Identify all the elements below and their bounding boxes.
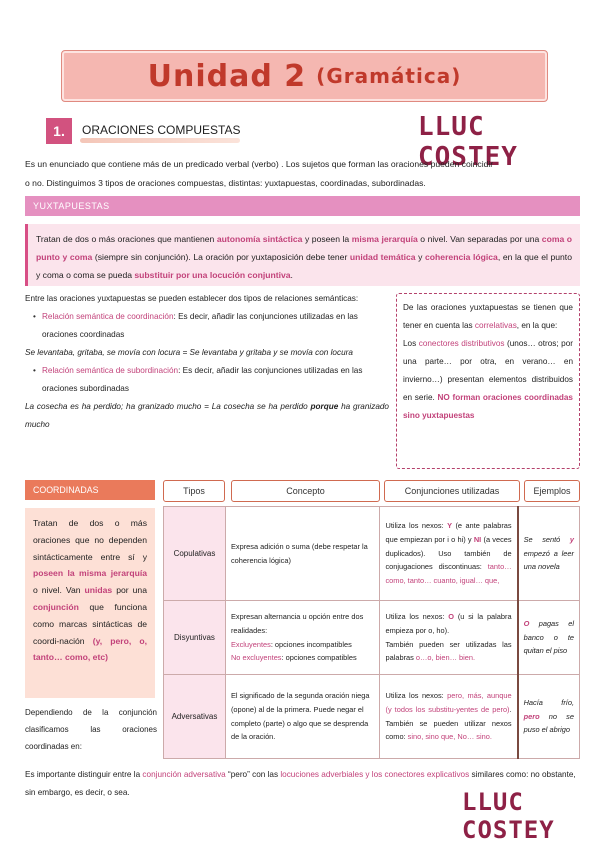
intro-line: o no. Distinguimos 3 tipos de oraciones compuestas, distintas: yuxtapuestas, coordinadas, subordinadas. [25,178,426,188]
coordinadas-classification-text: Dependiendo de la conjunción clasificamos las oraciones coordinadas en: [25,708,157,751]
def-highlight: misma jerarquía [351,234,418,244]
concept-cell [225,601,380,675]
example-highlight: porque [310,402,339,411]
note-text: (unos… otros; por una parte… por otra, en verano… en invierno…) presentan elementos distribuidos en serie. [403,339,573,402]
table-header-conjunciones: Conjunciones utilizadas [384,480,520,502]
def-highlight: poseen la misma jerarquía [33,568,147,579]
intro-line: Es un enunciado que contiene más de un predicado verbal (verbo) . Los sujetos que forman las oraciones pueden coincidir [25,159,494,169]
yuxtapuestas-definition [25,224,580,286]
concept-text: : opciones incompatibles [270,639,352,649]
footer-text: Es importante distinguir entre la [25,770,143,779]
brand-logo-bottom: LLUC COSTEY [462,788,555,844]
concept-highlight: No excluyentes [230,653,282,663]
def-highlight: conjunción [33,601,79,612]
example-subordination [25,398,389,434]
def-highlight: coma o punto y coma [36,234,573,262]
conj-text: (e ante palabras que empiezan por i o hi) y [385,521,512,544]
table-row [164,507,580,601]
example-text: no se puso el abrigo [523,711,574,735]
intro-paragraph [25,155,575,193]
yuxtapuestas-relations [25,290,389,434]
note-highlight: NO forman oraciones coordinadas sino yuxtapuestas [403,393,573,420]
def-text: o nivel. Van [33,585,85,596]
conj-highlight: tanto… como, tanto… cuanto, igual… que, [385,562,512,586]
def-highlight: coherencia lógica [425,252,498,262]
type-cell: Adversativas [164,675,226,759]
relation-label: Relación semántica de subordinación [42,366,179,375]
table-header-tipos: Tipos [163,480,225,502]
note-text: De las oraciones yuxtapuestas se tienen que tener en cuenta las [403,303,573,330]
yuxtapuestas-header: YUXTAPUESTAS [25,196,580,216]
def-text: , en la que el punto y coma o coma se pueda [36,252,572,280]
conj-highlight: NI [473,534,482,544]
def-text: o nivel. Van separadas por una [417,234,542,244]
brand-logo-top: LLUC COSTEY [418,112,518,172]
relation-coordination [25,308,389,344]
relations-intro: Entre las oraciones yuxtapuestas se pueden establecer dos tipos de relaciones semánticas: [25,294,359,303]
example-cell [518,601,580,675]
example-coordination: Se levantaba, gritaba, se movía con locura = Se levantaba y gritaba y se movía con locura [25,348,353,357]
section-underline [80,138,240,143]
def-text: (siempre sin conjunción). La oración por yuxtaposición debe tener [92,252,350,262]
conj-highlight: O [448,611,455,621]
def-text: que funciona como marcas sintácticas de coordi-nación [33,601,147,646]
note-text: , en la que: [516,321,558,330]
table-header-ejemplos: Ejemplos [524,480,580,502]
example-cell [518,507,580,601]
conj-cell [380,507,518,601]
example-text: Hacía frío, [523,697,574,707]
note-text: Los [403,339,419,348]
conj-text: (a veces duplicados). Uso también de conjugaciones discontinuas: [385,534,512,572]
coordinadas-table [163,506,580,759]
def-text: y poseen la [302,234,352,244]
unit-subtitle: (Gramática) [316,64,462,88]
conj-cell [380,601,518,675]
table-header-concepto: Concepto [231,480,380,502]
footer-highlight: locuciones adverbiales y los conectores explicativos [280,770,470,779]
conj-text: . También se pueden utilizar nexos como: [385,704,512,742]
note-highlight: conectores distributivos [418,339,505,348]
conj-text: También pueden ser utilizadas las palabras [385,639,512,663]
example-cell [518,675,580,759]
concept-text: : opciones compatibles [281,653,357,663]
conj-cell [380,675,518,759]
example-highlight: pero [523,711,540,721]
def-highlight: autonomía sintáctica [216,234,303,244]
unit-title: Unidad 2 [147,58,307,94]
footer-text: “pero” con las [225,770,281,779]
example-text: La cosecha es ha perdido; ha granizado mucho = La cosecha se ha perdido [25,402,311,411]
correlativas-note-box [396,293,580,469]
type-cell: Disyuntivas [164,601,226,675]
coordinadas-definition [25,508,155,698]
example-text: empezó a leer una novela [523,548,574,572]
def-text: Tratan de dos o más oraciones que no dependen sintácticamente entre sí y [33,518,147,562]
concept-cell: Expresa adición o suma (debe respetar la coherencia lógica) [225,507,380,601]
conj-text: (u si la palabra empieza por o, ho). [385,611,512,635]
def-text: . [290,270,293,280]
type-cell: Copulativas [164,507,226,601]
example-highlight: y [569,534,574,544]
coordinadas-header: COORDINADAS [25,480,155,500]
def-text: y [415,252,426,262]
concept-text: Expresan alternancia u opción entre dos realidades: [230,611,364,635]
conj-highlight: pero, más, aunque (y todos los substitu-yentes de pero) [385,690,512,714]
def-highlight: substituir por una locución conjuntiva [134,270,291,280]
note-highlight: correlativas [474,321,517,330]
section-number: 1. [46,118,72,144]
def-text: por una [112,585,147,596]
section-title: ORACIONES COMPUESTAS [82,123,241,137]
example-text: pagas el banco o te quitan el piso [523,618,574,656]
relation-text: : Es decir, añadir las conjunciones utilizadas en las oraciones coordinadas [42,312,358,339]
def-highlight: (y, pero, o, tanto… como, etc) [33,635,147,663]
relation-text: : Es decir, añadir las conjunciones utilizadas en las oraciones subordinadas [42,366,363,393]
example-text: ha granizado mucho [25,402,389,429]
table-row [164,675,580,759]
concept-highlight: Excluyentes [230,639,271,649]
def-text: Tratan de dos o más oraciones que mantienen [36,234,217,244]
conj-highlight: sino, sino que, No… sino. [407,732,492,742]
footer-highlight: conjunción adversativa [142,770,226,779]
concept-cell: El significado de la segunda oración niega (opone) al de la primera. Puede negar el completo (parte) o algo que se desprenda de la oración. [225,675,380,759]
conj-text: Utiliza los nexos: [385,611,449,621]
unit-title-banner [61,50,548,102]
def-highlight: unidas [84,585,113,596]
relation-label: Relación semántica de coordinación [42,312,174,321]
example-text: Se sentó [523,534,570,544]
footer-text: similares como: no obstante, sin embargo, es decir, o sea. [25,770,576,797]
table-row [164,601,580,675]
relation-subordination [25,362,389,398]
def-highlight: unidad temática [349,252,416,262]
example-highlight: O [523,618,530,628]
conj-text: Utiliza los nexos: [385,690,448,700]
conj-highlight: o…o, bien… bien. [415,653,476,663]
conj-highlight: Y [447,521,453,530]
conj-text: Utiliza los nexos: [385,521,448,530]
